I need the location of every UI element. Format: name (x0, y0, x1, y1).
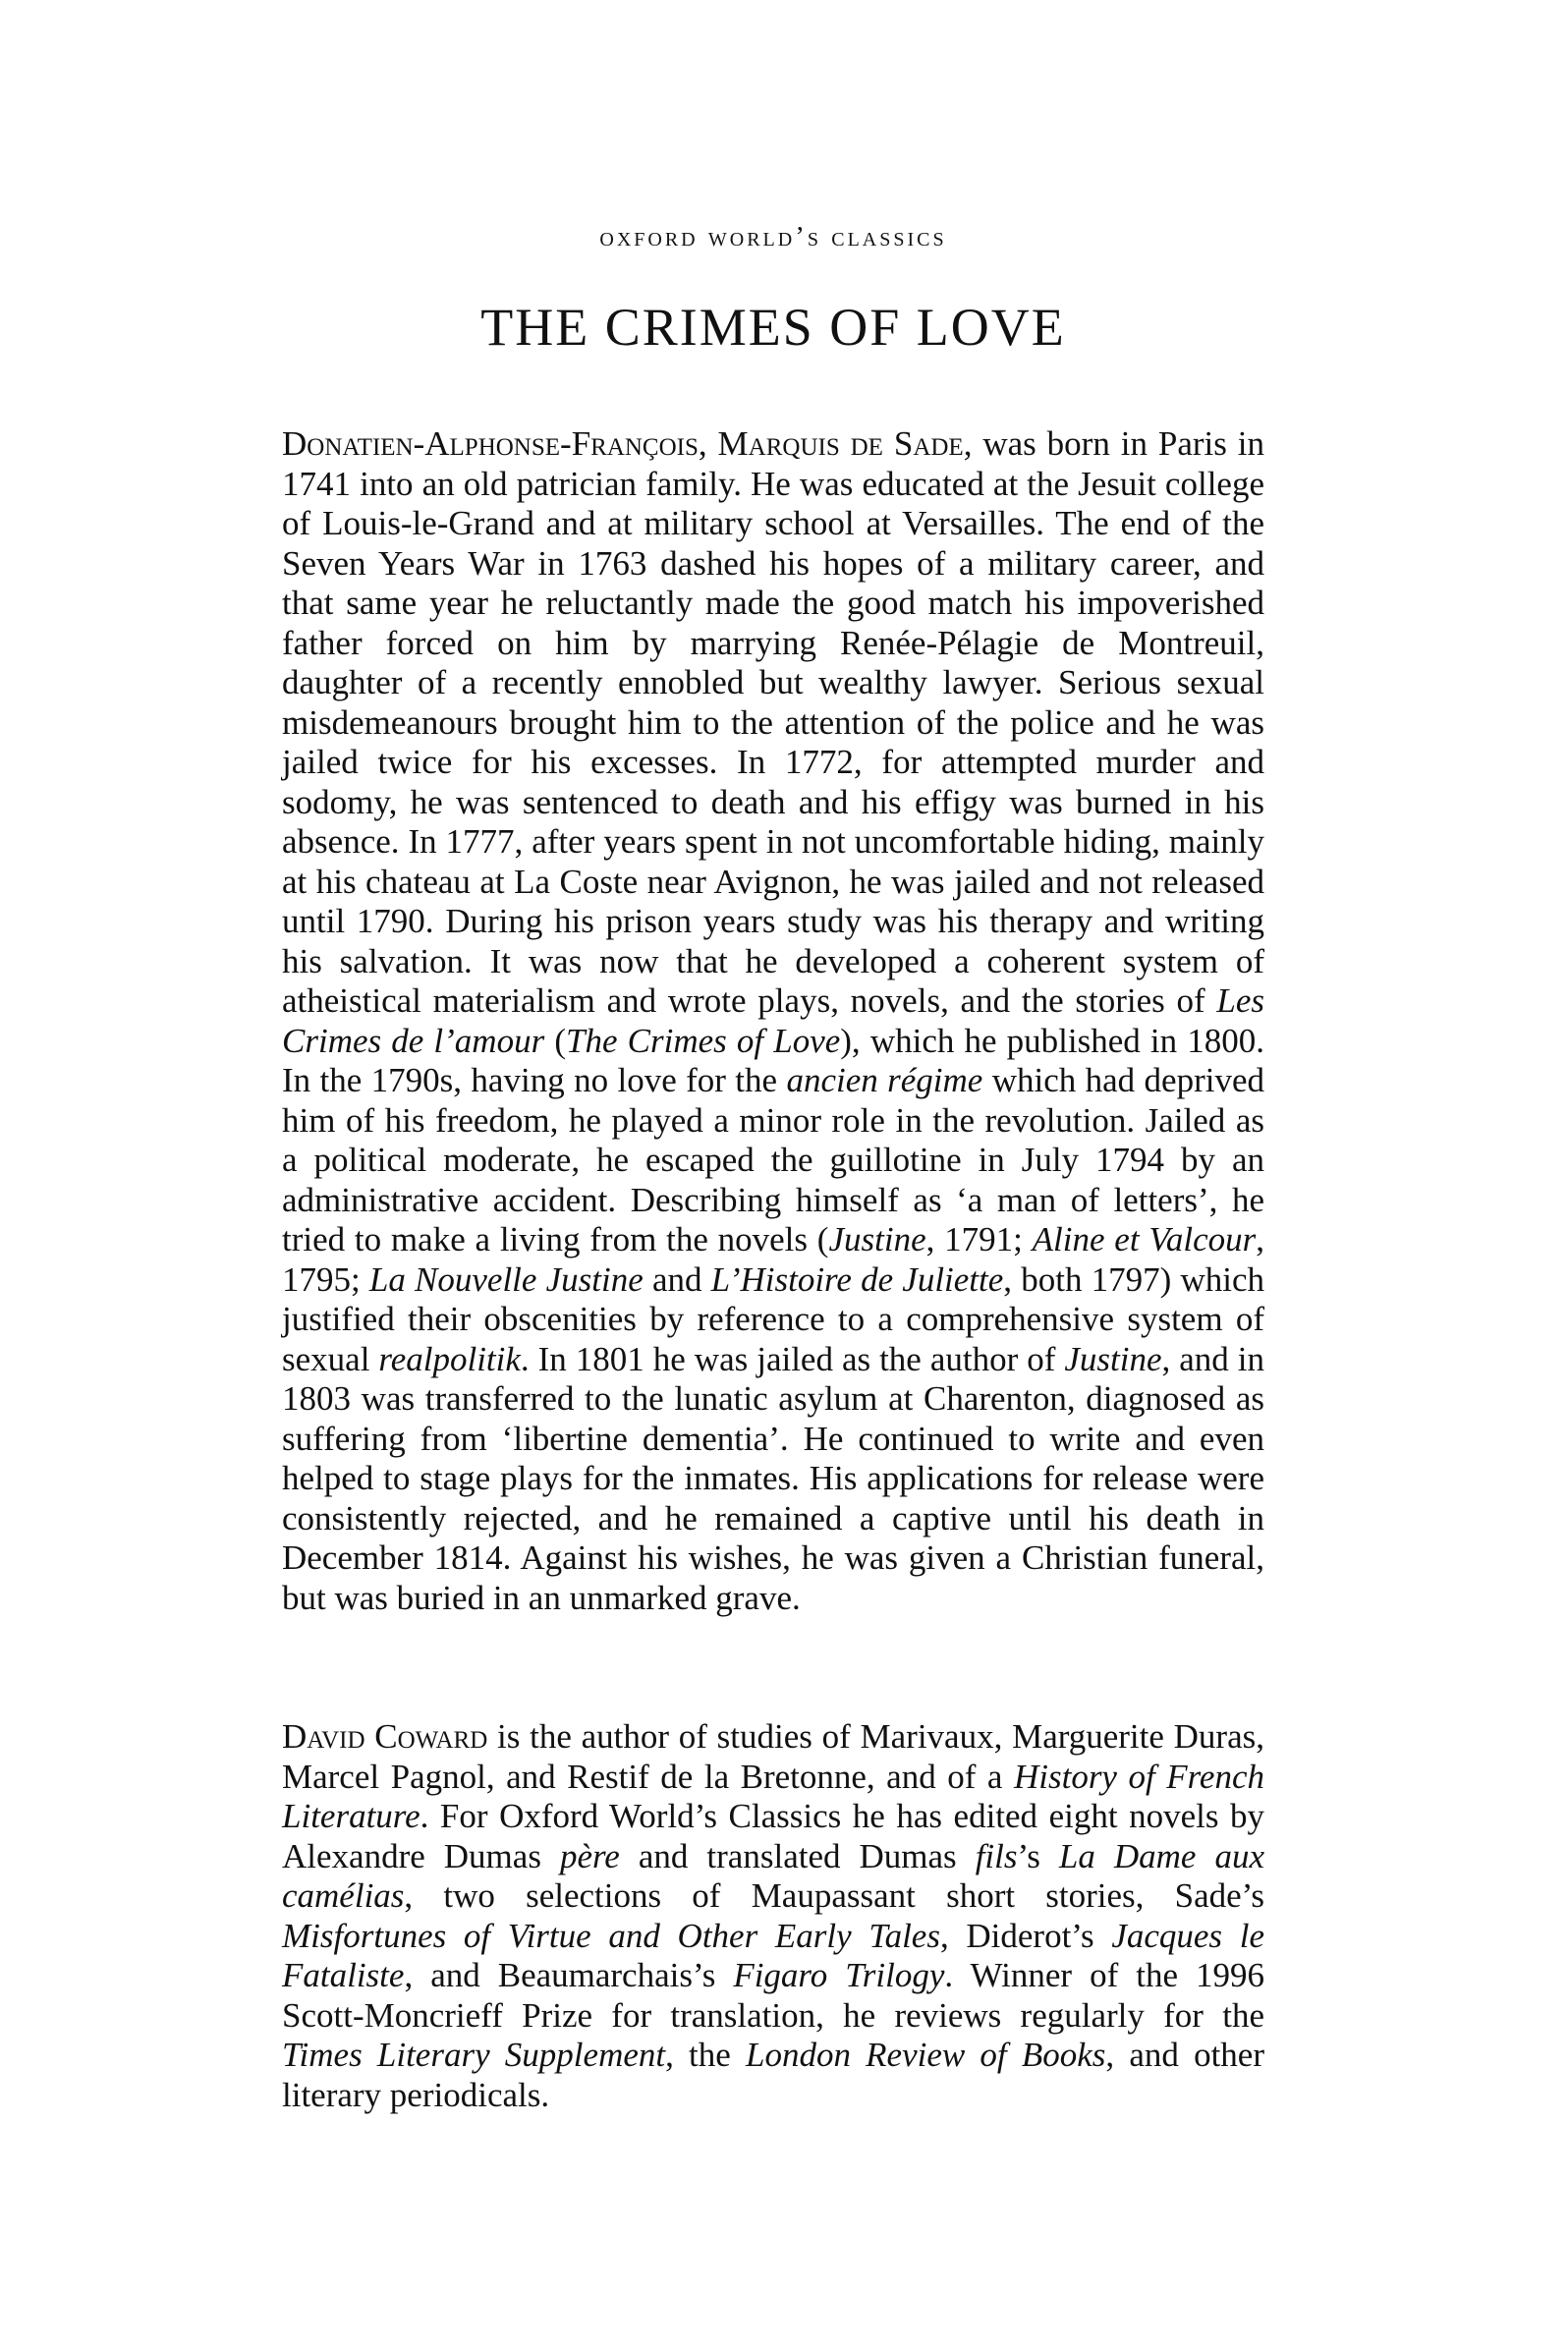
work-title: Aline et Valcour (1032, 1220, 1257, 1258)
book-title: THE CRIMES OF LOVE (480, 298, 1066, 357)
work-title: La Nouvelle Justine (368, 1259, 644, 1299)
series-name: oxford world’s classics (599, 221, 947, 252)
work-title: Jacques le Fataliste (282, 1916, 1264, 1994)
work-title: Les Crimes de l’amour (282, 981, 1264, 1060)
publication-title: Times Literary Supplement (282, 2036, 666, 2074)
work-title: Misfortunes of Virtue and Other Early Tales (282, 1916, 940, 1955)
work-title: L’Histoire de Juliette (710, 1259, 1004, 1299)
author-name: Donatien-Alphonse-François, Marquis de Sade (282, 424, 964, 463)
work-title: History of French Literature (282, 1757, 1264, 1835)
italic-phrase: realpolitik (378, 1339, 521, 1378)
italic-phrase: fils (975, 1836, 1018, 1875)
publication-title: London Review of Books (746, 2036, 1106, 2074)
author-biography: Donatien-Alphonse-François, Marquis de Sade, was born in Paris in 1741 into an old patrician family. He was educated at the Jesuit college of Louis-le-Grand and at military school at Versailles. The end of the Seven Years War in 1763 dashed his hopes of a military career, and that same year he reluctantly made the good match his impoverished father forced on him by marrying Renée-Pélagie de Montreuil, daughter of a recently ennobled but wealthy lawyer. Serious sexual misdemeanours brought him to the attention of the police and he was jailed twice for his excesses. In 1772, for attempted murder and sodomy, he was sentenced to death and his effigy was burned in his absence. In 1777, after years spent in not uncomfortable hiding, mainly at his chateau at La Coste near Avignon, he was jailed and not released until 1790. During his prison years study was his therapy and writing his salvation. It was now that he developed a coherent system of atheistical materialism and wrote plays, novels, and the stories of Les Crimes de l’amour (The Crimes of Love), which he published in 1800. In the 1790s, having no love for the ancien régime which had deprived him of his freedom, he played a minor role in the revolution. Jailed as a political moderate, he escaped the guillotine in July 1794 by an administrative accident. Describing himself as ‘a man of letters’, he tried to make a living from the novels (Justine, 1791; Aline et Valcour, 1795; La Nouvelle Justine and L’Histoire de Juliette, both 1797) which justified their obscenities by reference to a comprehensive system of sexual realpolitik. In 1801 he was jailed as the author of Justine, and in 1803 was transferred to the lunatic asylum at Charenton, diagnosed as suffering from ‘libertine dementia’. He continued to write and even helped to stage plays for the inmates. His applications for release were consistently rejected, and he remained a captive until his death in December 1814. Against his wishes, he was given a Christian funeral, but was buried in an unmarked grave. (282, 424, 1264, 1617)
editor-name: David Coward (282, 1717, 488, 1756)
italic-phrase: ancien régime (786, 1061, 983, 1099)
work-title: Figaro Trilogy (733, 1956, 945, 1994)
work-title: La Dame aux camélias (282, 1836, 1264, 1915)
work-title: Justine (828, 1220, 926, 1258)
work-title: The Crimes of Love (566, 1021, 841, 1060)
italic-phrase: père (559, 1836, 620, 1875)
work-title: Justine (1064, 1339, 1162, 1378)
editor-biography: David Coward is the author of studies of Marivaux, Marguerite Duras, Marcel Pagnol, and Restif de la Bretonne, and of a History of French Literature. For Oxford World’s Classics he has edited eight novels by Alexandre Dumas père and translated Dumas fils’s La Dame aux camélias, two selections of Maupassant short stories, Sade’s Misfortunes of Virtue and Other Early Tales, Diderot’s Jacques le Fataliste, and Beaumarchais’s Figaro Trilogy. Winner of the 1996 Scott-Moncrieff Prize for translation, he reviews regularly for the Times Literary Supplement, the London Review of Books, and other literary periodicals. (282, 1717, 1264, 2114)
